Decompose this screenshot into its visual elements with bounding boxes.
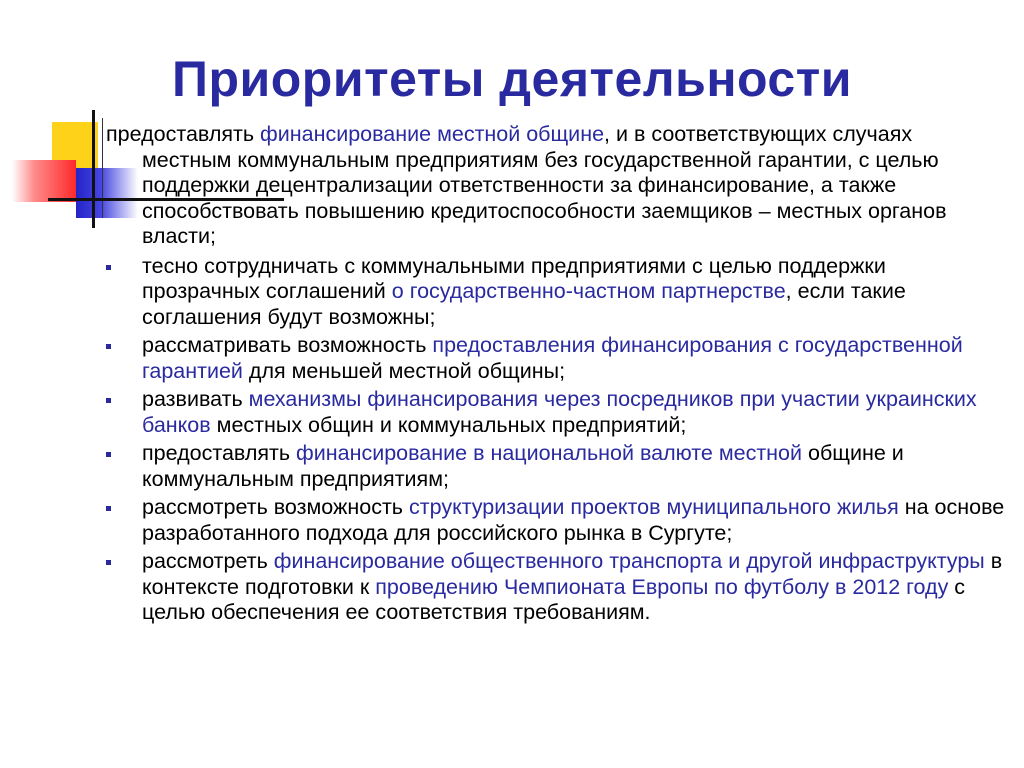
bullet-item xyxy=(106,254,1006,331)
decorative-red-square xyxy=(12,160,76,202)
slide-title: Приоритеты деятельности xyxy=(172,51,852,107)
highlighted-text: финансирование общественного транспорта и другой инфраструктуры xyxy=(273,549,985,573)
square-bullet-icon xyxy=(106,265,111,270)
square-bullet-icon xyxy=(106,452,111,457)
bullet-list xyxy=(106,254,1006,626)
bullet-item xyxy=(106,441,1006,492)
text-segment: рассматривать возможность xyxy=(142,333,433,357)
bullet-item xyxy=(106,387,1006,438)
highlighted-text: о государственно-частном партнерстве xyxy=(391,279,786,303)
text-segment: общине и коммунальным предприятиям; xyxy=(142,441,904,491)
text-segment: предоставлять xyxy=(106,122,261,146)
text-segment: , и в соответствующих случаях местным коммунальным предприятиям без государственной гарантии, с целью поддержки децентрализации ответственности за финансирование, а также способствовать повышению кредитоспособности заемщиков – местных органов власти; xyxy=(142,122,947,248)
text-segment: на основе разработанного подхода для российского рынка в Сургуте; xyxy=(142,495,1005,545)
text-segment: предоставлять xyxy=(142,441,297,465)
text-segment: развивать xyxy=(142,387,249,411)
square-bullet-icon xyxy=(106,506,111,511)
highlighted-text: структуризации проектов муниципального жилья xyxy=(409,495,899,519)
text-segment: рассмотреть xyxy=(142,549,274,573)
highlighted-text: механизмы финансирования через посредников при участии украинских банков xyxy=(142,387,977,437)
text-segment: для меньшей местной общины; xyxy=(242,358,566,383)
text-segment: , если такие соглашения будут возможны; xyxy=(142,279,906,329)
bullet-item xyxy=(106,549,1006,626)
square-bullet-icon xyxy=(106,560,111,565)
decorative-vertical-line xyxy=(92,110,95,228)
bullet-item xyxy=(106,495,1006,546)
decorative-vertical-line-thin xyxy=(102,118,103,218)
square-bullet-icon xyxy=(106,398,111,403)
text-segment: с целью обеспечения ее соответствия требованиям. xyxy=(142,574,966,624)
slide-body xyxy=(106,122,1006,629)
text-segment: местных общин и коммунальных предприятий; xyxy=(210,412,687,437)
highlighted-text: предоставления финансирования с государственной гарантией xyxy=(142,333,963,383)
highlighted-text: проведению Чемпионата Европы по футболу в 2012 году xyxy=(375,574,949,599)
square-bullet-icon xyxy=(106,344,111,349)
text-segment: тесно сотрудничать с коммунальными предприятиями с целью поддержки прозрачных соглашений xyxy=(142,253,886,303)
intro-paragraph xyxy=(106,122,1006,250)
highlighted-text: финансирование местной общине xyxy=(260,122,605,146)
highlighted-text: финансирование в национальной валюте местной xyxy=(296,441,803,465)
text-segment: рассмотреть возможность xyxy=(142,495,409,519)
bullet-item xyxy=(106,333,1006,384)
text-segment: в контексте подготовки к xyxy=(142,549,1003,599)
